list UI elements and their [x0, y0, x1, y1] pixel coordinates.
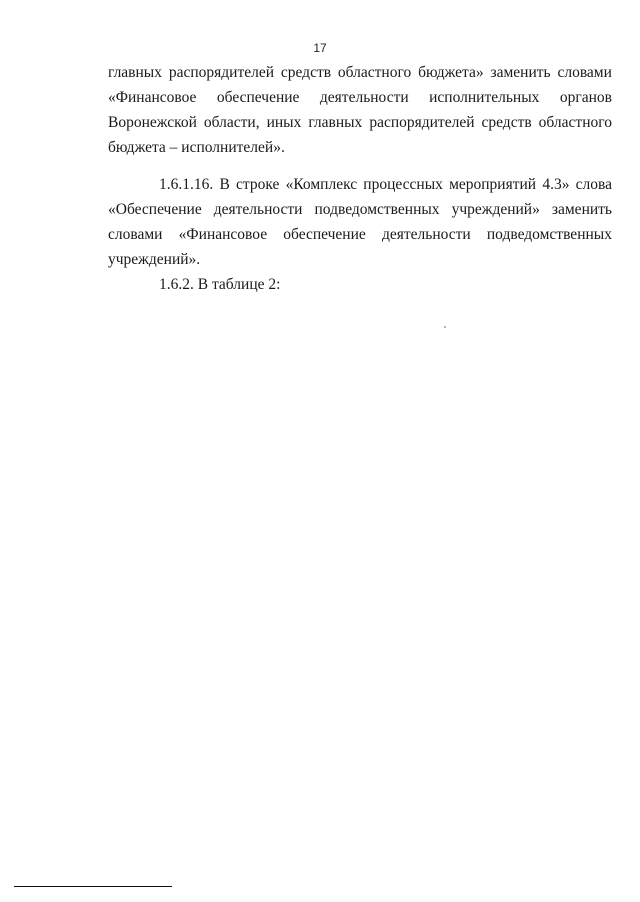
text-line: 1.6.2. В таблице 2:	[159, 276, 281, 293]
text-line: главных распорядителей средств областного бюджета» заменить словами	[108, 64, 612, 81]
text-line: «Обеспечение деятельности подведомственных учреждений» заменить	[108, 201, 612, 218]
scan-artifact	[444, 326, 446, 328]
footer-rule	[14, 886, 110, 887]
text-line: Воронежской области, иных главных распорядителей средств областного	[108, 114, 612, 131]
paragraph-continuation	[108, 60, 612, 160]
text-line: учреждений».	[108, 251, 201, 268]
text-line: «Финансовое обеспечение деятельности исполнительных органов	[108, 89, 612, 106]
text-line: словами «Финансовое обеспечение деятельности подведомственных	[108, 226, 612, 243]
page-number: 17	[313, 41, 327, 55]
text-line: 1.6.1.16. В строке «Комплекс процессных мероприятий 4.3» слова	[159, 176, 612, 193]
footer-rule	[110, 886, 172, 887]
text-line: бюджета – исполнителей».	[108, 139, 285, 156]
paragraph-item-1-6-1-16	[108, 172, 612, 272]
paragraph-item-1-6-2	[108, 272, 612, 297]
